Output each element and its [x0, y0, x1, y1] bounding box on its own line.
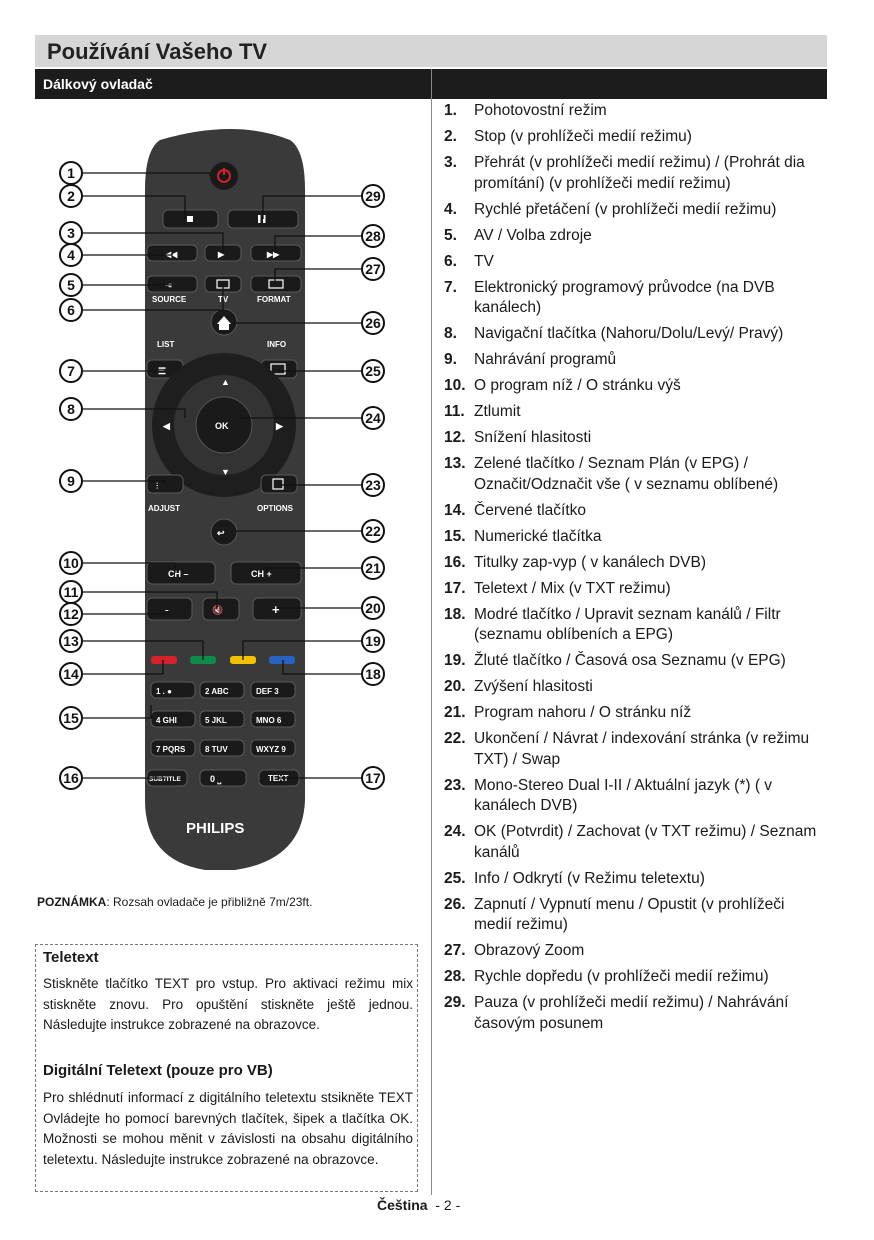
item-text: Obrazový Zoom [474, 942, 585, 959]
item-number: 25. [444, 869, 466, 887]
digital-teletext-heading: Digitální Teletext (pouze pro VB) [43, 1062, 273, 1079]
volume-up-label: + [272, 602, 280, 617]
list-item [444, 428, 824, 449]
item-text: Snížení hlasitosti [474, 429, 592, 446]
list-item [444, 651, 824, 672]
item-text: Žluté tlačítko / Časová osa Seznamu (v EPG) [474, 652, 786, 669]
blue-button[interactable] [269, 656, 295, 664]
item-number: 6. [444, 252, 457, 270]
list-item [444, 226, 824, 247]
power-button[interactable] [210, 162, 238, 190]
item-number: 16. [444, 553, 466, 571]
channel-down-label: CH – [168, 569, 189, 579]
item-number: 5. [444, 226, 457, 244]
item-number: 13. [444, 455, 466, 472]
item-text: Ztlumit [474, 403, 521, 420]
numpad-2-label: 2 ABC [205, 687, 229, 696]
list-item [444, 869, 824, 890]
item-text: Rychle dopředu (v prohlížeči medií režimu) [474, 968, 769, 985]
item-number: 4. [444, 200, 457, 218]
footer-language: Čeština [377, 1197, 428, 1213]
item-number: 3. [444, 154, 457, 171]
note-label: POZNÁMKA [37, 895, 107, 909]
callout-number: 6 [67, 302, 75, 318]
list-item [444, 402, 824, 423]
item-text: Pauza (v prohlížeči medií režimu) / Nahrávání časovým posunem [474, 994, 789, 1032]
mute-icon: 🔇 [212, 605, 224, 615]
item-text: Navigační tlačítka (Nahoru/Dolu/Levý/ Pravý) [474, 325, 784, 342]
callout-number: 1 [67, 165, 75, 181]
item-number: 7. [444, 278, 457, 296]
callout-number: 22 [365, 523, 381, 539]
up-arrow-icon: ▲ [221, 377, 230, 387]
list-item [444, 376, 824, 397]
section-title: Dálkový ovladač [43, 76, 153, 92]
page-number: - 2 - [435, 1197, 461, 1213]
callout-number: 3 [67, 225, 75, 241]
item-number: 29. [444, 994, 466, 1011]
list-item [444, 101, 824, 122]
list-item [444, 941, 824, 962]
callout-number: 7 [67, 363, 75, 379]
callout-number: 18 [365, 666, 381, 682]
callout-number: 2 [67, 188, 75, 204]
item-text: Ukončení / Návrat / indexování stránka (v režimu TXT) / Swap [474, 730, 810, 768]
callout-number: 23 [365, 477, 381, 493]
item-number: 22. [444, 730, 466, 747]
list-item [444, 895, 824, 936]
subtitle-label: SUBTITLE [149, 776, 181, 783]
item-text: Pohotovostní režim [474, 102, 607, 119]
page-title: Používání Vašeho TV [47, 39, 268, 64]
callout-number: 25 [365, 363, 381, 379]
list-item [444, 703, 824, 724]
callout-number: 27 [365, 261, 381, 277]
info-label: INFO [267, 340, 287, 349]
callout-number: 5 [67, 277, 75, 293]
list-label: LIST [157, 340, 175, 349]
numpad-1-label: 1 . ● [156, 687, 172, 696]
callout-number: 11 [63, 584, 79, 600]
list-item [444, 677, 824, 698]
format-button[interactable] [251, 276, 301, 292]
page-title-bar [35, 35, 827, 67]
fast-forward-icon: ▶▶ [267, 250, 280, 259]
item-text: Program nahoru / O stránku níž [474, 704, 692, 721]
item-text: TV [474, 252, 494, 270]
red-button[interactable] [151, 656, 177, 664]
list-item [444, 605, 824, 646]
item-number: 23. [444, 776, 466, 794]
item-text: OK (Potvrdit) / Zachovat (v TXT režimu) / Seznam kanálů [474, 823, 817, 861]
numpad-5-label: 5 JKL [205, 716, 227, 725]
options-label: OPTIONS [257, 504, 294, 513]
item-text: Numerické tlačítka [474, 527, 602, 545]
down-arrow-icon: ▼ [221, 467, 230, 477]
item-number: 28. [444, 968, 466, 985]
callout-number: 17 [365, 770, 381, 786]
list-item [444, 527, 824, 548]
callout-number: 26 [365, 315, 381, 331]
list-item [444, 553, 824, 574]
list-item [444, 776, 824, 817]
callout-number: 13 [63, 633, 79, 649]
callout-number: 21 [365, 560, 381, 576]
item-number: 27. [444, 942, 466, 959]
source-icon: ⇥ [165, 281, 172, 290]
button-description-list [444, 101, 824, 1040]
numpad-8-label: 8 TUV [205, 745, 228, 754]
item-number: 8. [444, 325, 457, 342]
volume-down-label: – [165, 605, 171, 615]
callout-number: 24 [365, 410, 381, 426]
list-item [444, 153, 824, 194]
numpad-4-label: 4 GHI [156, 716, 177, 725]
item-number: 20. [444, 678, 466, 695]
item-number: 26. [444, 895, 466, 913]
adjust-label: ADJUST [148, 504, 181, 513]
callout-number: 20 [365, 600, 381, 616]
back-icon: ↩ [217, 528, 225, 538]
item-number: 15. [444, 527, 466, 545]
numpad-7-label: 7 PQRS [156, 745, 186, 754]
list-item [444, 993, 824, 1034]
remote-svg [35, 100, 430, 880]
list-item [444, 579, 824, 600]
tv-label: TV [218, 295, 229, 304]
item-number: 2. [444, 128, 457, 145]
numpad-0-button[interactable] [200, 770, 246, 786]
item-text: Modré tlačítko / Upravit seznam kanálů / Filtr (seznamu oblíbeních a EPG) [474, 605, 781, 643]
callout-number: 10 [63, 555, 79, 571]
list-icon: ☰ [158, 366, 167, 376]
numpad-9-label: WXYZ 9 [256, 745, 286, 754]
item-text: AV / Volba zdroje [474, 226, 592, 244]
play-icon: ▶ [218, 250, 225, 259]
item-number: 24. [444, 823, 466, 840]
text-label: TEXT [268, 774, 289, 783]
item-number: 19. [444, 652, 466, 669]
item-text: Červené tlačítko [474, 501, 586, 519]
list-item [444, 729, 824, 770]
callout-number: 19 [365, 633, 381, 649]
item-number: 21. [444, 704, 466, 721]
callout-number: 12 [63, 606, 79, 622]
note-text: : Rozsah ovladače je přibližně 7m/23ft. [106, 895, 313, 909]
numpad-0-label: 0 ⎵ [210, 774, 222, 784]
list-item [444, 822, 824, 863]
callout-number: 4 [67, 247, 75, 263]
range-note [37, 895, 427, 909]
item-text: Přehrát (v prohlížeči medií režimu) / (Prohrát dia promítání) (v prohlížeči medií režimu) [474, 154, 805, 192]
format-label: FORMAT [257, 295, 291, 304]
teletext-box [35, 944, 418, 1192]
list-item [444, 967, 824, 988]
numpad [151, 682, 295, 756]
item-number: 17. [444, 579, 466, 597]
channel-up-label: CH + [251, 569, 272, 579]
brand-logo: PHILIPS [186, 820, 245, 837]
item-number: 10. [444, 377, 466, 394]
list-item [444, 127, 824, 148]
callout-number: 16 [63, 770, 79, 786]
list-item [444, 200, 824, 221]
item-text: Stop (v prohlížeči medií režimu) [474, 128, 692, 145]
numpad-6-label: MNO 6 [256, 716, 282, 725]
teletext-heading: Teletext [43, 949, 99, 966]
page-footer [377, 1197, 460, 1213]
callout-number: 29 [365, 188, 381, 204]
item-text: Zapnutí / Vypnutí menu / Opustit (v prohlížeči medií režimu) [474, 895, 785, 933]
item-number: 14. [444, 501, 466, 519]
remote-body [145, 129, 305, 870]
list-item [444, 324, 824, 345]
stop-icon [187, 216, 193, 222]
callout-number: 15 [63, 710, 79, 726]
item-text: Zelené tlačítko / Seznam Plán (v EPG) / Označit/Odznačit vše ( v seznamu oblíbené) [474, 455, 779, 493]
item-number: 12. [444, 429, 466, 446]
list-item [444, 278, 824, 319]
digital-teletext-paragraph: Pro shlédnutí informací z digitálního teletextu stsikněte TEXT Ovládejte ho pomocí barevných tlačítek, šipek a tlačítka OK. Možnosti se mohou měnit v závislosti na obsahu digitálního teletextu. Následujte instrukce zobrazené na obrazovce. [43, 1090, 413, 1167]
left-arrow-icon: ◀ [163, 421, 170, 431]
rewind-icon: ◀◀ [165, 250, 178, 259]
ok-label: OK [215, 421, 229, 431]
item-text: Rychlé přetáčení (v prohlížeči medií režimu) [474, 200, 777, 218]
callout-number: 14 [63, 666, 79, 682]
callout-line [82, 705, 151, 718]
source-label: SOURCE [152, 295, 187, 304]
item-text: Teletext / Mix (v TXT režimu) [474, 579, 671, 597]
item-number: 11. [444, 403, 465, 420]
list-item [444, 350, 824, 371]
callout-number: 8 [67, 401, 75, 417]
remote-illustration [35, 100, 430, 880]
item-text: Elektronický programový průvodce (na DVB kanálech) [474, 278, 775, 316]
callout-number: 9 [67, 473, 75, 489]
item-number: 18. [444, 605, 466, 623]
list-item [444, 252, 824, 273]
teletext-paragraph: Stiskněte tlačítko TEXT pro vstup. Pro aktivaci režimu mix stiskněte znovu. Pro opuštění stiskněte ještě jednou. Následujte instrukce zobrazené na obrazovce. [43, 976, 413, 1032]
numpad-3-label: DEF 3 [256, 687, 279, 696]
item-text: Info / Odkrytí (v Režimu teletextu) [474, 869, 705, 887]
list-item [444, 501, 824, 522]
list-item [444, 454, 824, 495]
item-text: Titulky zap-vyp ( v kanálech DVB) [474, 553, 707, 571]
item-text: Nahrávání programů [474, 351, 617, 368]
callout-number: 28 [365, 228, 381, 244]
item-number: 1. [444, 102, 457, 119]
item-number: 9. [444, 351, 457, 368]
item-text: Zvýšení hlasitosti [474, 678, 593, 695]
item-text: O program níž / O stránku výš [474, 377, 681, 394]
adjust-icon: ⫶ [156, 481, 159, 491]
column-divider [431, 69, 432, 1195]
right-arrow-icon: ▶ [276, 421, 283, 431]
item-text: Mono-Stereo Dual I-II / Aktuální jazyk (*) ( v kanálech DVB) [474, 776, 773, 814]
